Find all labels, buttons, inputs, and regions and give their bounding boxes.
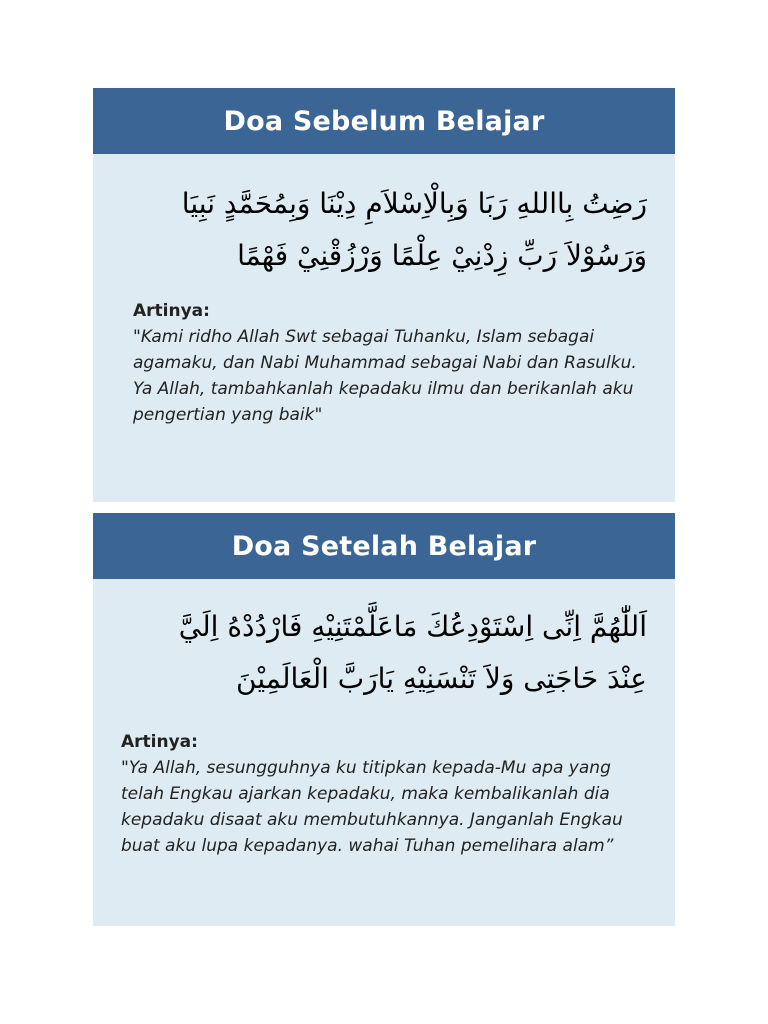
meaning-section — [121, 729, 645, 859]
arabic-prayer-text — [121, 601, 647, 705]
arabic-line: رَضِتُ بِااللهِ رَبَا وَبِالْاِسْلاَمِ دِيْنَا وَبِمُحَمَّدٍ نَبِيَا — [181, 187, 647, 220]
arabic-line: عِنْدَ حَاجَتِى وَلاَ تَنْسَنِيْهِ يَارَبَّ الْعَالَمِيْنَ — [236, 662, 647, 695]
doa-card-after-study — [93, 513, 675, 926]
card-title: Doa Setelah Belajar — [93, 513, 675, 579]
meaning-label: Artinya: — [133, 301, 210, 321]
card-title: Doa Sebelum Belajar — [93, 88, 675, 154]
meaning-text: "Ya Allah, sesungguhnya ku titipkan kepada-Mu apa yang telah Engkau ajarkan kepadaku, maka kembalikanlah dia kepadaku disaat aku membutuhkannya. Janganlah Engkau buat aku lupa kepadanya. wahai Tuhan pemelihara alam” — [121, 758, 623, 856]
doa-card-before-study — [93, 88, 675, 502]
arabic-prayer-text — [121, 178, 647, 282]
arabic-line: اَللّٰهُمَّ اِنِّى اِسْتَوْدِعُكَ مَاعَلَّمْتَنِيْهِ فَارْدُدْهُ اِلَيَّ — [178, 610, 647, 643]
meaning-text: "Kami ridho Allah Swt sebagai Tuhanku, Islam sebagai agamaku, dan Nabi Muhammad sebagai Nabi dan Rasulku. Ya Allah, tambahkanlah kepadaku ilmu dan berikanlah aku pengertian yang baik" — [133, 327, 637, 425]
meaning-label: Artinya: — [121, 732, 198, 752]
arabic-line: وَرَسُوْلاَ رَبِّ زِدْنِيْ عِلْمًا وَرْزُقْنِيْ فَهْمًا — [237, 239, 647, 272]
meaning-section — [133, 298, 645, 428]
